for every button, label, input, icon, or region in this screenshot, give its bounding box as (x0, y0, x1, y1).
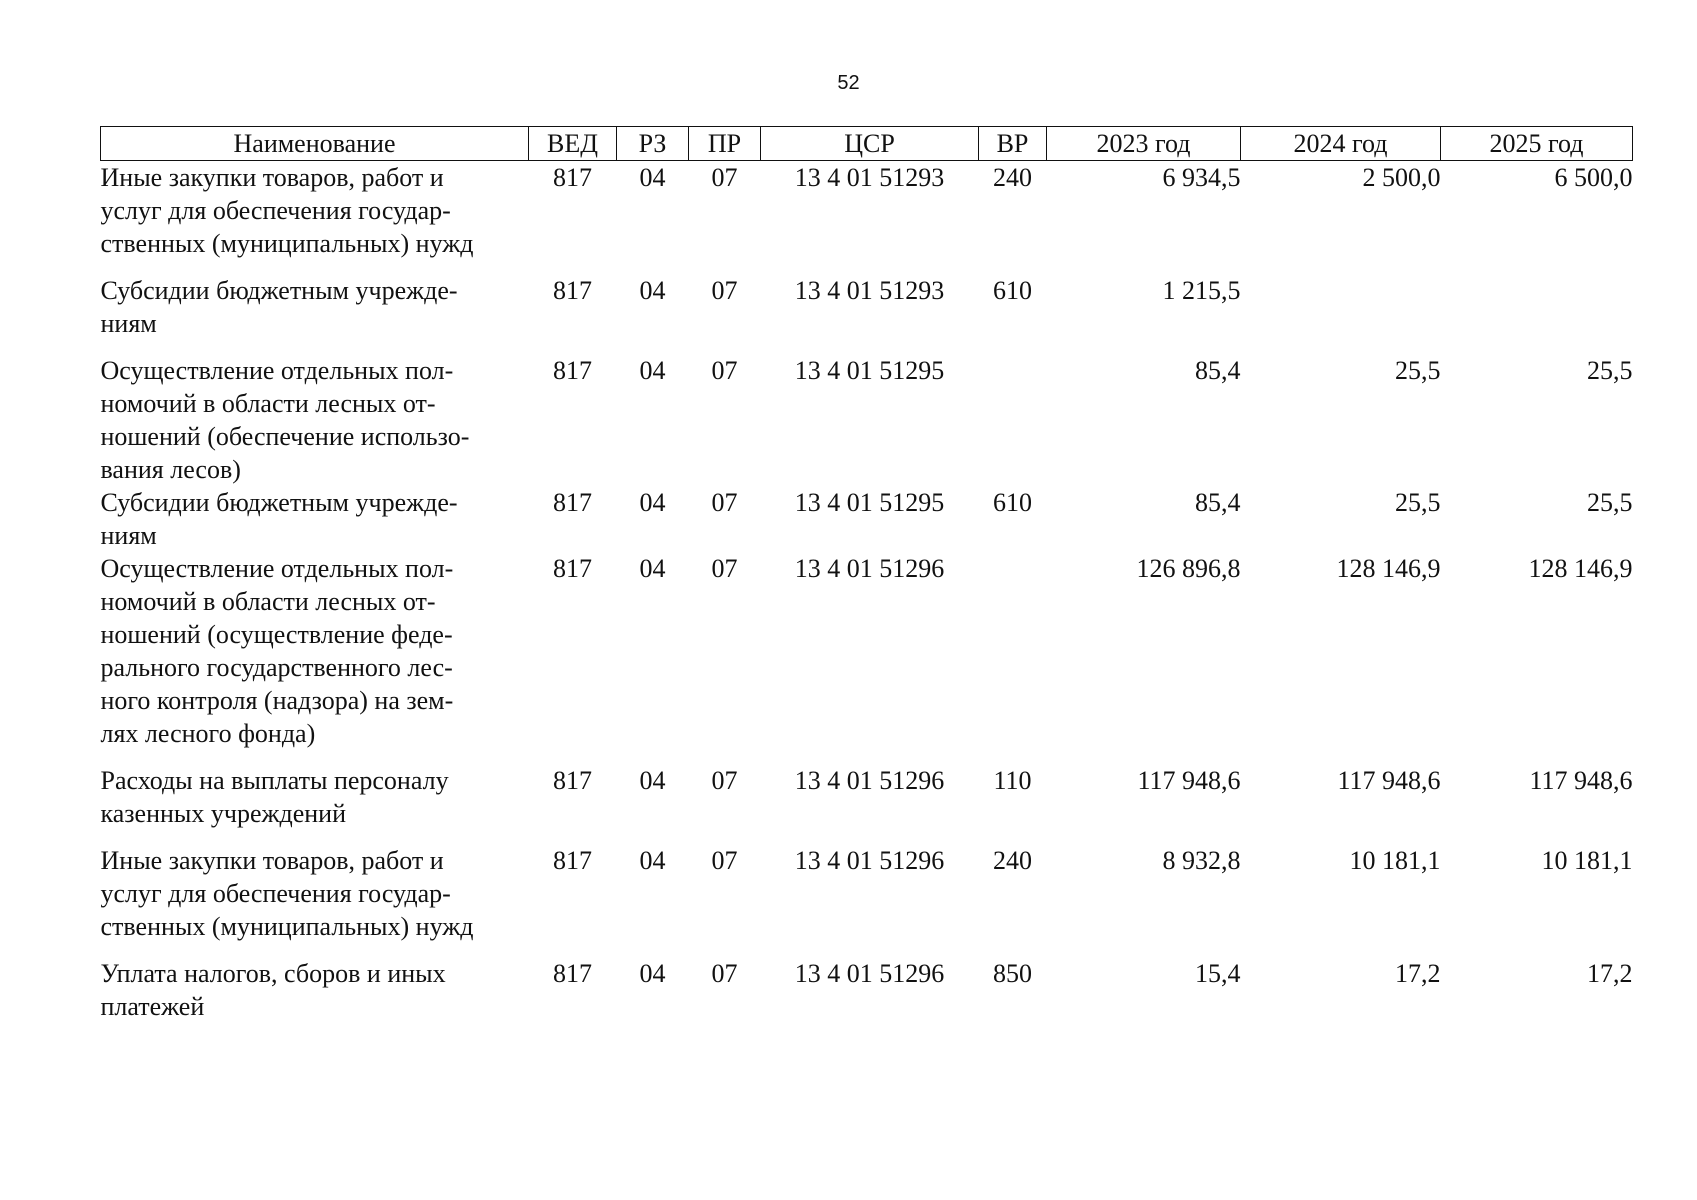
cell-2024: 10 181,1 (1349, 846, 1441, 875)
cell-2025: 117 948,6 (1529, 766, 1633, 795)
name-line: услуг для обеспечения государ- (100, 879, 451, 908)
cell-2024: 25,5 (1395, 488, 1441, 517)
name-line: Расходы на выплаты персоналу (100, 766, 449, 795)
name-line: номочий в области лесных от- (100, 587, 436, 616)
name-line: рального государственного лес- (100, 653, 453, 682)
name-line: ного контроля (надзора) на зем- (100, 686, 454, 715)
cell-2023: 85,4 (1195, 488, 1241, 517)
cell-name (101, 486, 529, 552)
cell-name (101, 274, 529, 354)
header-2024: 2024 год (1241, 127, 1441, 161)
cell-vr: 240 (993, 846, 1032, 875)
name-line: лях лесного фонда) (100, 719, 316, 748)
cell-pr: 07 (711, 554, 738, 583)
cell-2023: 8 932,8 (1162, 846, 1241, 875)
name-line: Субсидии бюджетным учрежде- (100, 276, 458, 305)
cell-rz: 04 (639, 163, 666, 192)
name-line: Осуществление отдельных пол- (100, 554, 454, 583)
header-vr: ВР (979, 127, 1047, 161)
cell-name (101, 552, 529, 764)
cell-csr: 13 4 01 51293 (794, 163, 945, 192)
cell-csr: 13 4 01 51296 (794, 554, 945, 583)
cell-ved: 817 (553, 356, 592, 385)
name-line: вания лесов) (100, 455, 241, 484)
cell-name (101, 161, 529, 275)
cell-pr: 07 (711, 488, 738, 517)
cell-rz: 04 (639, 846, 666, 875)
table-row (101, 486, 1633, 552)
cell-2025: 128 146,9 (1528, 554, 1633, 583)
cell-pr: 07 (711, 846, 738, 875)
cell-csr: 13 4 01 51295 (794, 356, 945, 385)
cell-name (101, 844, 529, 957)
name-line: Иные закупки товаров, работ и (100, 846, 444, 875)
cell-ved: 817 (553, 766, 592, 795)
cell-ved: 817 (553, 488, 592, 517)
name-line: Субсидии бюджетным учрежде- (100, 488, 458, 517)
header-rz: РЗ (617, 127, 689, 161)
cell-2023: 126 896,8 (1136, 554, 1241, 583)
cell-csr: 13 4 01 51296 (794, 846, 945, 875)
header-2023: 2023 год (1047, 127, 1241, 161)
cell-2024: 25,5 (1395, 356, 1441, 385)
cell-rz: 04 (639, 554, 666, 583)
table-row (101, 764, 1633, 844)
budget-table (100, 126, 1633, 1023)
header-ved: ВЕД (529, 127, 617, 161)
cell-vr (979, 552, 1047, 764)
cell-csr: 13 4 01 51295 (794, 488, 945, 517)
name-line: Уплата налогов, сборов и иных (100, 959, 446, 988)
name-line: ношений (обеспечение использо- (100, 422, 470, 451)
name-line: ственных (муниципальных) нужд (100, 912, 474, 941)
cell-2025: 25,5 (1587, 356, 1633, 385)
cell-2024: 17,2 (1395, 959, 1441, 988)
cell-vr: 850 (993, 959, 1032, 988)
name-line: Осуществление отдельных пол- (100, 356, 454, 385)
table-body (101, 161, 1633, 1024)
cell-pr: 07 (711, 766, 738, 795)
cell-name (101, 354, 529, 486)
cell-2023: 117 948,6 (1137, 766, 1241, 795)
cell-pr: 07 (711, 163, 738, 192)
cell-2025 (1441, 274, 1633, 354)
cell-csr: 13 4 01 51296 (794, 766, 945, 795)
cell-vr: 240 (993, 163, 1032, 192)
cell-2024: 117 948,6 (1337, 766, 1441, 795)
name-line: номочий в области лесных от- (100, 389, 436, 418)
name-line: Иные закупки товаров, работ и (100, 163, 444, 192)
cell-pr: 07 (711, 959, 738, 988)
cell-vr: 610 (993, 488, 1032, 517)
cell-rz: 04 (639, 959, 666, 988)
table-row (101, 957, 1633, 1023)
cell-rz: 04 (639, 276, 666, 305)
cell-2023: 15,4 (1195, 959, 1241, 988)
table-row (101, 354, 1633, 486)
table-row (101, 552, 1633, 764)
cell-2023: 1 215,5 (1162, 276, 1241, 305)
cell-ved: 817 (553, 959, 592, 988)
cell-2024 (1241, 274, 1441, 354)
header-csr: ЦСР (761, 127, 979, 161)
name-line: услуг для обеспечения государ- (100, 196, 451, 225)
cell-2024: 2 500,0 (1362, 163, 1441, 192)
cell-vr: 110 (993, 766, 1032, 795)
table-row (101, 274, 1633, 354)
cell-name (101, 764, 529, 844)
page-number: 52 (837, 72, 860, 94)
cell-vr: 610 (993, 276, 1032, 305)
cell-2025: 6 500,0 (1554, 163, 1633, 192)
cell-ved: 817 (553, 554, 592, 583)
cell-csr: 13 4 01 51293 (794, 276, 945, 305)
cell-pr: 07 (711, 276, 738, 305)
header-2025: 2025 год (1441, 127, 1633, 161)
cell-rz: 04 (639, 488, 666, 517)
cell-2023: 85,4 (1195, 356, 1241, 385)
cell-pr: 07 (711, 356, 738, 385)
name-line: платежей (100, 992, 205, 1021)
table-row (101, 844, 1633, 957)
name-line: казенных учреждений (100, 799, 346, 828)
cell-rz: 04 (639, 766, 666, 795)
cell-rz: 04 (639, 356, 666, 385)
cell-ved: 817 (553, 846, 592, 875)
header-pr: ПР (689, 127, 761, 161)
name-line: ношений (осуществление феде- (100, 620, 453, 649)
cell-2023: 6 934,5 (1162, 163, 1241, 192)
cell-2024: 128 146,9 (1336, 554, 1441, 583)
cell-2025: 25,5 (1587, 488, 1633, 517)
cell-2025: 10 181,1 (1541, 846, 1633, 875)
table-header-row (101, 127, 1633, 161)
name-line: ниям (100, 309, 157, 338)
table-row (101, 161, 1633, 275)
header-name: Наименование (101, 127, 529, 161)
name-line: ственных (муниципальных) нужд (100, 229, 474, 258)
name-line: ниям (100, 521, 157, 550)
cell-2025: 17,2 (1587, 959, 1633, 988)
cell-ved: 817 (553, 276, 592, 305)
cell-ved: 817 (553, 163, 592, 192)
cell-vr (979, 354, 1047, 486)
cell-csr: 13 4 01 51296 (794, 959, 945, 988)
cell-name (101, 957, 529, 1023)
